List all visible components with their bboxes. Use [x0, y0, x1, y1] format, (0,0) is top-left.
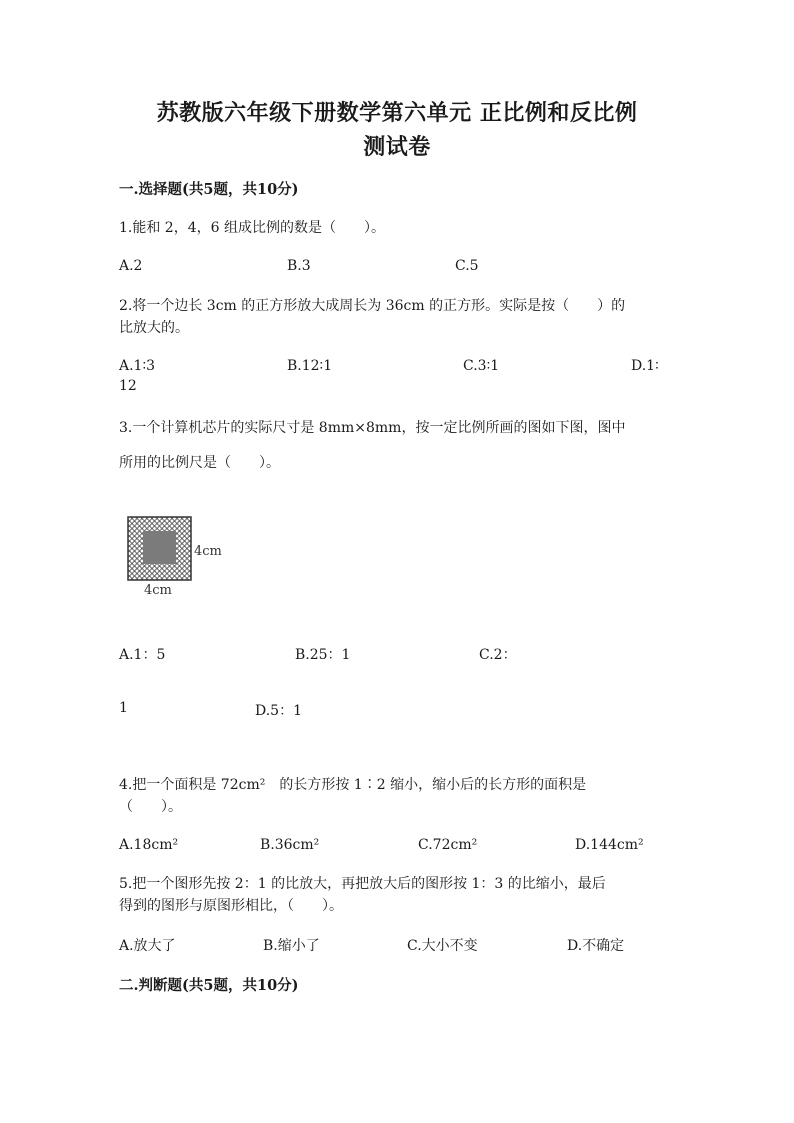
q1-option-b: B.3: [287, 258, 311, 274]
q3-option-c-continued: 1: [119, 700, 128, 716]
chip-bottom-label: 4cm: [144, 583, 172, 596]
q3-option-a: A.1：5: [119, 647, 166, 663]
q1-option-a: A.2: [119, 258, 143, 274]
q5-option-b: B.缩小了: [263, 938, 320, 954]
q3-option-d: D.5：1: [255, 703, 302, 719]
question-2-line2: 比放大的。: [119, 320, 189, 336]
chip-inner-square: [143, 531, 176, 564]
q4-option-c: C.72cm²: [418, 837, 478, 853]
q3-option-c: C.2：: [479, 647, 517, 663]
question-3-line2: 所用的比例尺是（ ）。: [119, 455, 280, 471]
chip-figure: [127, 516, 227, 596]
question-3-line1: 3.一个计算机芯片的实际尺寸是 8mm×8mm，按一定比例所画的图如下图，图中: [119, 420, 626, 436]
q5-option-a: A.放大了: [119, 938, 176, 954]
q5-option-c: C.大小不变: [407, 938, 478, 954]
section-heading-choice: 一.选择题(共5题，共10分): [119, 181, 299, 198]
chip-diagram: [127, 516, 227, 596]
q2-option-d-continued: 12: [119, 378, 137, 394]
doc-title-line1: 苏教版六年级下册数学第六单元 正比例和反比例: [156, 100, 638, 126]
q3-option-b: B.25：1: [295, 647, 351, 663]
q1-option-c: C.5: [455, 258, 479, 274]
question-5-line1: 5.把一个图形先按 2：1 的比放大，再把放大后的图形按 1：3 的比缩小，最后: [119, 876, 606, 892]
question-4-line1: 4.把一个面积是 72cm² 的长方形按 1∶2 缩小，缩小后的长方形的面积是: [119, 777, 587, 793]
doc-title-line2: 测试卷: [363, 134, 431, 160]
q2-option-b: B.12∶1: [287, 358, 333, 374]
chip-side-label: 4cm: [194, 544, 222, 559]
section-heading-judgment: 二.判断题(共5题，共10分): [119, 977, 299, 994]
q2-option-a: A.1∶3: [119, 358, 156, 374]
q2-option-c: C.3∶1: [463, 358, 500, 374]
q5-option-d: D.不确定: [567, 938, 625, 954]
question-5-line2: 得到的图形与原图形相比，（ ）。: [119, 898, 343, 914]
question-1-text: 1.能和 2，4，6 组成比例的数是（ ）。: [119, 220, 385, 236]
question-2-line1: 2.将一个边长 3cm 的正方形放大成周长为 36cm 的正方形。实际是按（ ）的: [119, 298, 626, 314]
q4-option-b: B.36cm²: [260, 837, 320, 853]
q2-option-d: D.1∶: [631, 358, 659, 374]
q4-option-d: D.144cm²: [575, 837, 644, 853]
q4-option-a: A.18cm²: [119, 837, 179, 853]
question-4-line2: （ ）。: [119, 799, 182, 815]
